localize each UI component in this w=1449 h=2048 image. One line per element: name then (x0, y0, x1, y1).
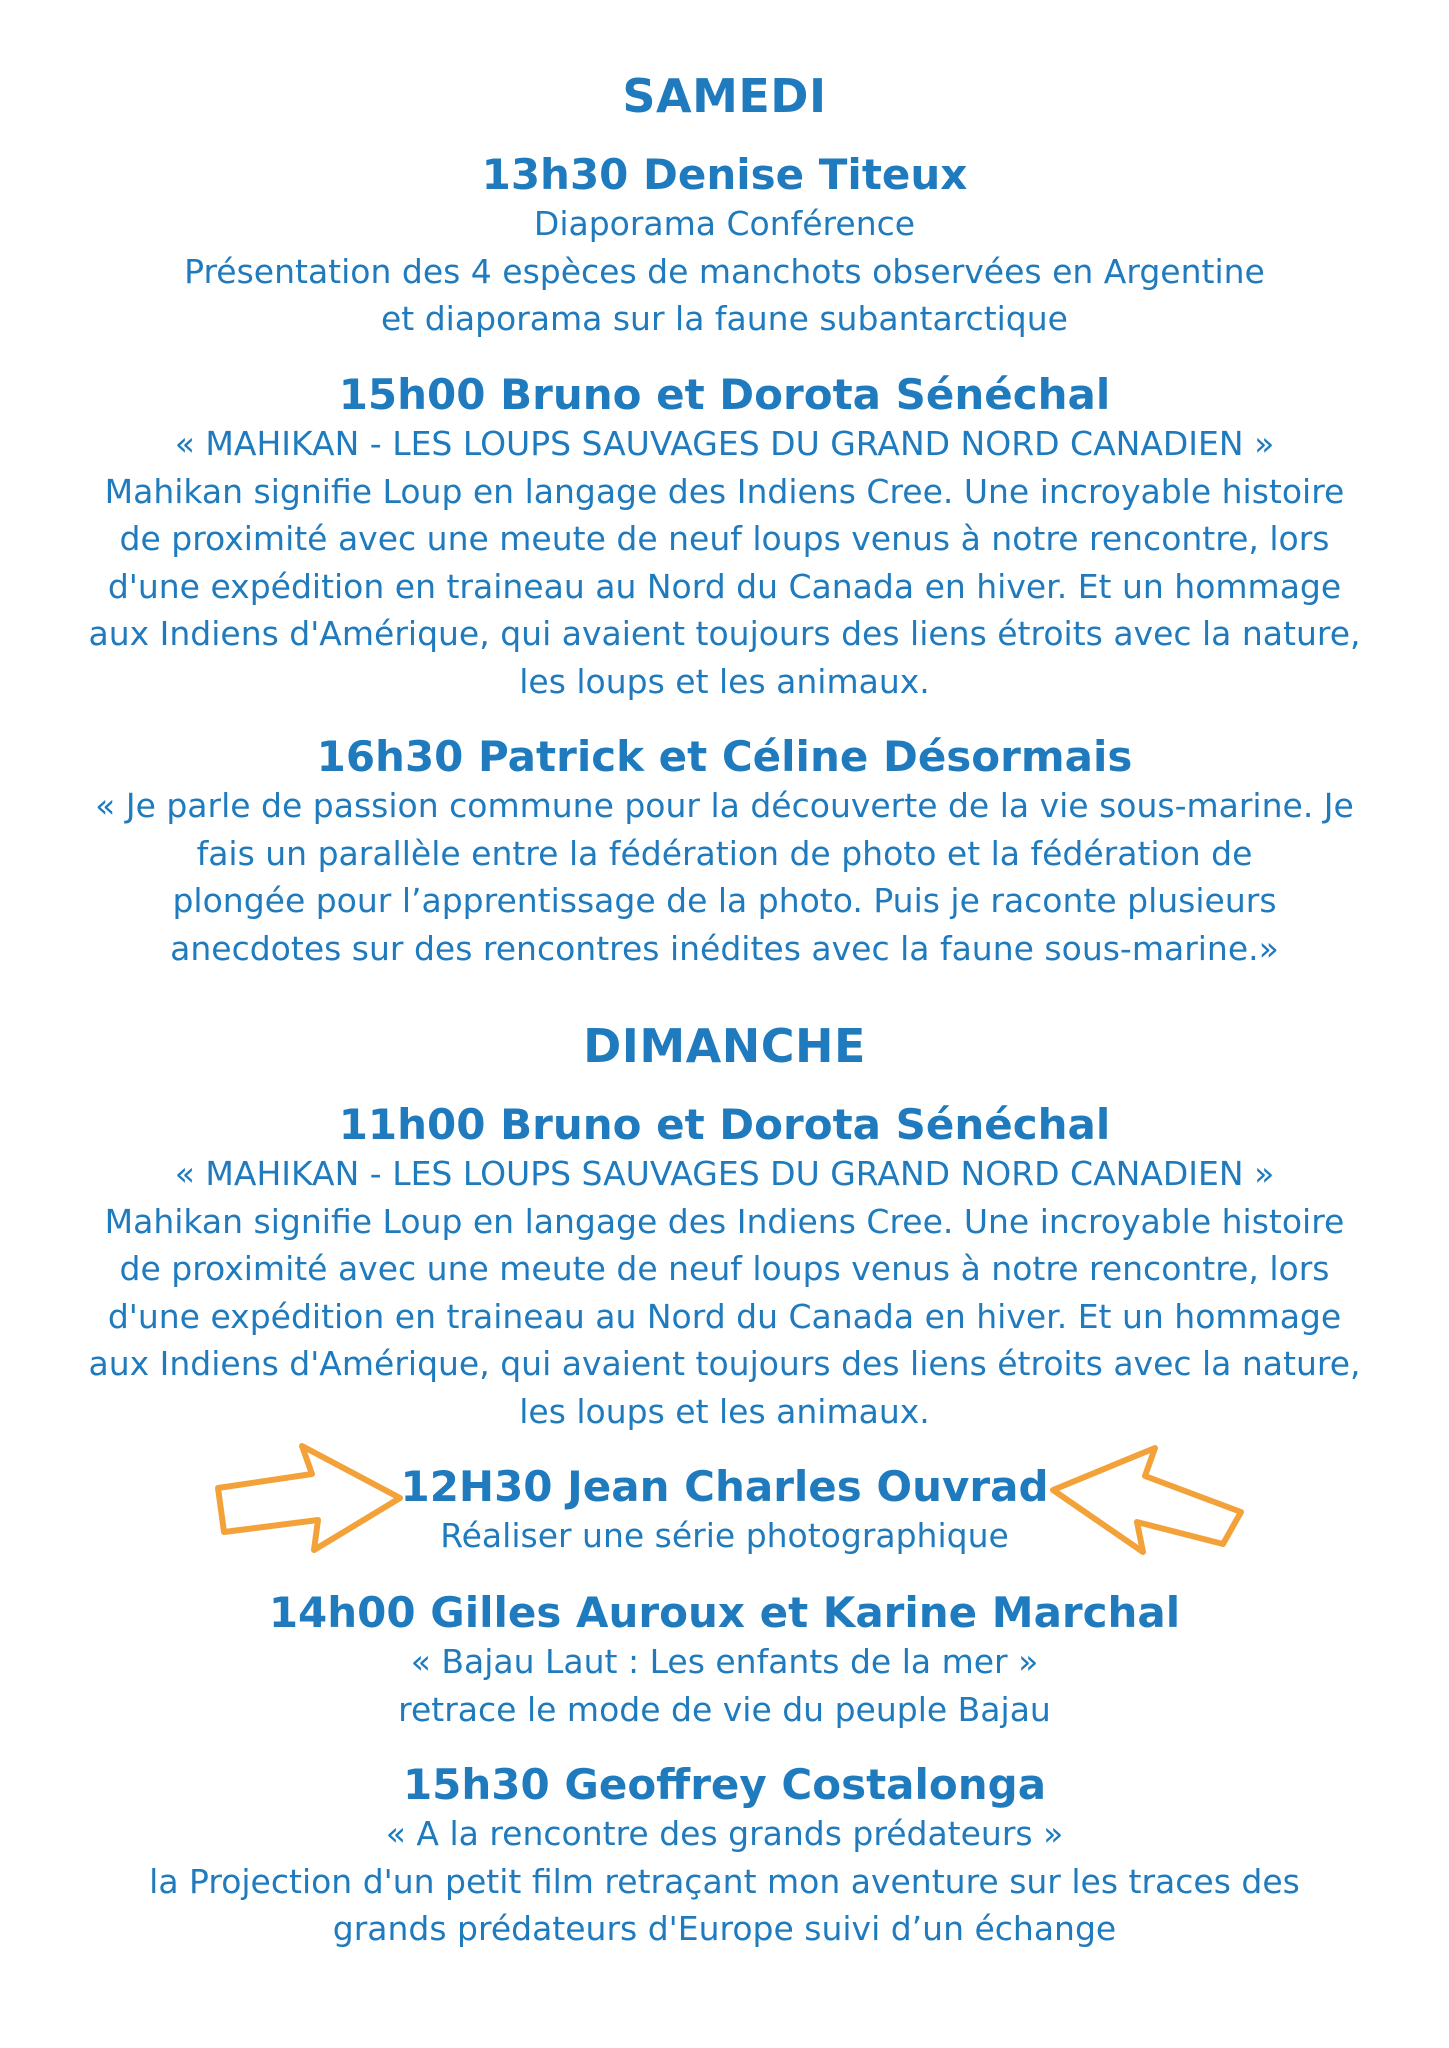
event-line: grands prédateurs d'Europe suivi d’un échange (332, 1909, 1117, 1948)
event-dimanche-1400 (40, 1588, 1409, 1733)
event-line: les loups et les animaux. (519, 661, 930, 701)
event-title: 16h30 Patrick et Céline Désormais (316, 732, 1133, 781)
event-line: la Projection d'un petit film retraçant mon aventure sur les traces des (149, 1861, 1300, 1901)
event-line: « Bajau Laut : Les enfants de la mer » (410, 1642, 1039, 1681)
arrow-left-icon (1045, 1442, 1255, 1562)
event-line: Réaliser une série photographique (440, 1516, 1009, 1555)
event-line: Diaporama Conférence (533, 204, 916, 243)
event-title: 13h30 Denise Titeux (481, 150, 968, 199)
event-title: 15h00 Bruno et Dorota Sénéchal (338, 370, 1111, 419)
event-line: aux Indiens d'Amérique, qui avaient toujours des liens étroits avec la nature, (88, 1344, 1361, 1383)
event-line: Mahikan signifie Loup en langage des Indiens Cree. Une incroyable histoire (104, 1201, 1345, 1241)
event-samedi-1630 (40, 732, 1409, 972)
event-line: « A la rencontre des grands prédateurs » (385, 1814, 1064, 1853)
event-title: 11h00 Bruno et Dorota Sénéchal (338, 1100, 1111, 1149)
event-title: 12H30 Jean Charles Ouvrad (400, 1462, 1049, 1511)
event-samedi-1500 (40, 370, 1409, 705)
event-line: anecdotes sur des rencontres inédites avec la faune sous-marine.» (170, 928, 1279, 968)
event-dimanche-1530 (40, 1760, 1409, 1953)
event-line: aux Indiens d'Amérique, qui avaient toujours des liens étroits avec la nature, (88, 614, 1361, 653)
event-line: et diaporama sur la faune subantarctique (381, 299, 1068, 338)
event-line: de proximité avec une meute de neuf loups venus à notre rencontre, lors (119, 519, 1330, 558)
event-line: plongée pour l’apprentissage de la photo. Puis je raconte plusieurs (172, 881, 1277, 920)
event-line: « Je parle de passion commune pour la découverte de la vie sous-marine. Je (95, 786, 1354, 825)
arrow-right-icon (210, 1440, 410, 1560)
event-line: les loups et les animaux. (519, 1391, 930, 1431)
event-line: d'une expédition en traineau au Nord du Canada en hiver. Et un hommage (107, 1296, 1342, 1336)
day-title-samedi: SAMEDI (622, 69, 827, 123)
event-line: Mahikan signifie Loup en langage des Indiens Cree. Une incroyable histoire (104, 471, 1345, 511)
event-title: 14h00 Gilles Auroux et Karine Marchal (268, 1588, 1181, 1637)
event-line: de proximité avec une meute de neuf loups venus à notre rencontre, lors (119, 1249, 1330, 1288)
event-line: fais un parallèle entre la fédération de photo et la fédération de (196, 833, 1253, 873)
event-line: « MAHIKAN - LES LOUPS SAUVAGES DU GRAND NORD CANADIEN » (174, 424, 1275, 463)
event-line: retrace le mode de vie du peuple Bajau (398, 1689, 1051, 1729)
event-line: « MAHIKAN - LES LOUPS SAUVAGES DU GRAND NORD CANADIEN » (174, 1154, 1275, 1193)
event-line: Présentation des 4 espèces de manchots observées en Argentine (184, 251, 1265, 291)
event-line: d'une expédition en traineau au Nord du Canada en hiver. Et un hommage (107, 566, 1342, 606)
day-title-dimanche: DIMANCHE (583, 1019, 866, 1073)
event-samedi-1330 (40, 150, 1409, 343)
event-title: 15h30 Geoffrey Costalonga (402, 1760, 1047, 1809)
event-dimanche-1100 (40, 1100, 1409, 1435)
